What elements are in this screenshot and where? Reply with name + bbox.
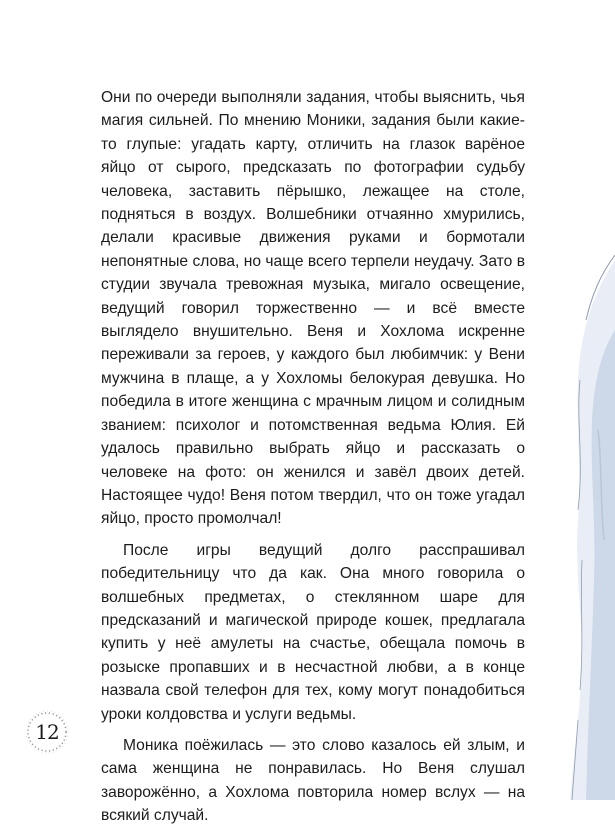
page-number-badge bbox=[25, 710, 69, 754]
cat-silhouette-art bbox=[520, 0, 615, 800]
edge-illustration bbox=[520, 0, 615, 800]
body-text bbox=[101, 86, 525, 836]
paragraph: Они по очереди выполняли задания, чтобы выяснить, чья магия сильней. По мнению Моники, задания были какие-то глупые: угадать карту, отличить на глазок варёное яйцо от сырого, предсказать по фотографии судьбу человека, заставить пёрышко, лежащее на столе, подняться в воздух. Волшебники отчаянно хмурились, делали красивые движения руками и бормотали непонятные слова, но чаще всего терпели неудачу. Зато в студии звучала тревожная музыка, мигало освещение, ведущий говорил торжественно — и всё вместе выглядело внушительно. Веня и Хохлома искренне переживали за героев, у каждого был любимчик: у Вени мужчина в плаще, а у Хохломы белокурая девушка. Но победила в итоге женщина с мрачным лицом и солидным званием: психолог и потомственная ведьма Юлия. Ей удалось правильно выбрать яйцо и рассказать о человеке на фото: он женился и завёл двоих детей. Настоящее чудо! Веня потом твердил, что он тоже угадал яйцо, просто промолчал! bbox=[101, 89, 525, 528]
page-number: 12 bbox=[35, 720, 59, 744]
paragraph: После игры ведущий долго расспрашивал победительницу что да как. Она много говорила о волшебных предметах, о стеклянном шаре для предсказаний и магической природе кошек, предлагала купить у неё амулеты на счастье, обещала помочь в розыске пропавших и в несчастной любви, а в конце назвала свой телефон для тех, кому могут понадобиться уроки колдовства и услуги ведьмы. bbox=[101, 541, 525, 723]
paragraph: Моника поёжилась — это слово казалось ей злым, и сама женщина не понравилась. Но Веня слушал заворожённо, а Хохлома повторила номер вслух — на всякий случай. bbox=[101, 736, 525, 825]
